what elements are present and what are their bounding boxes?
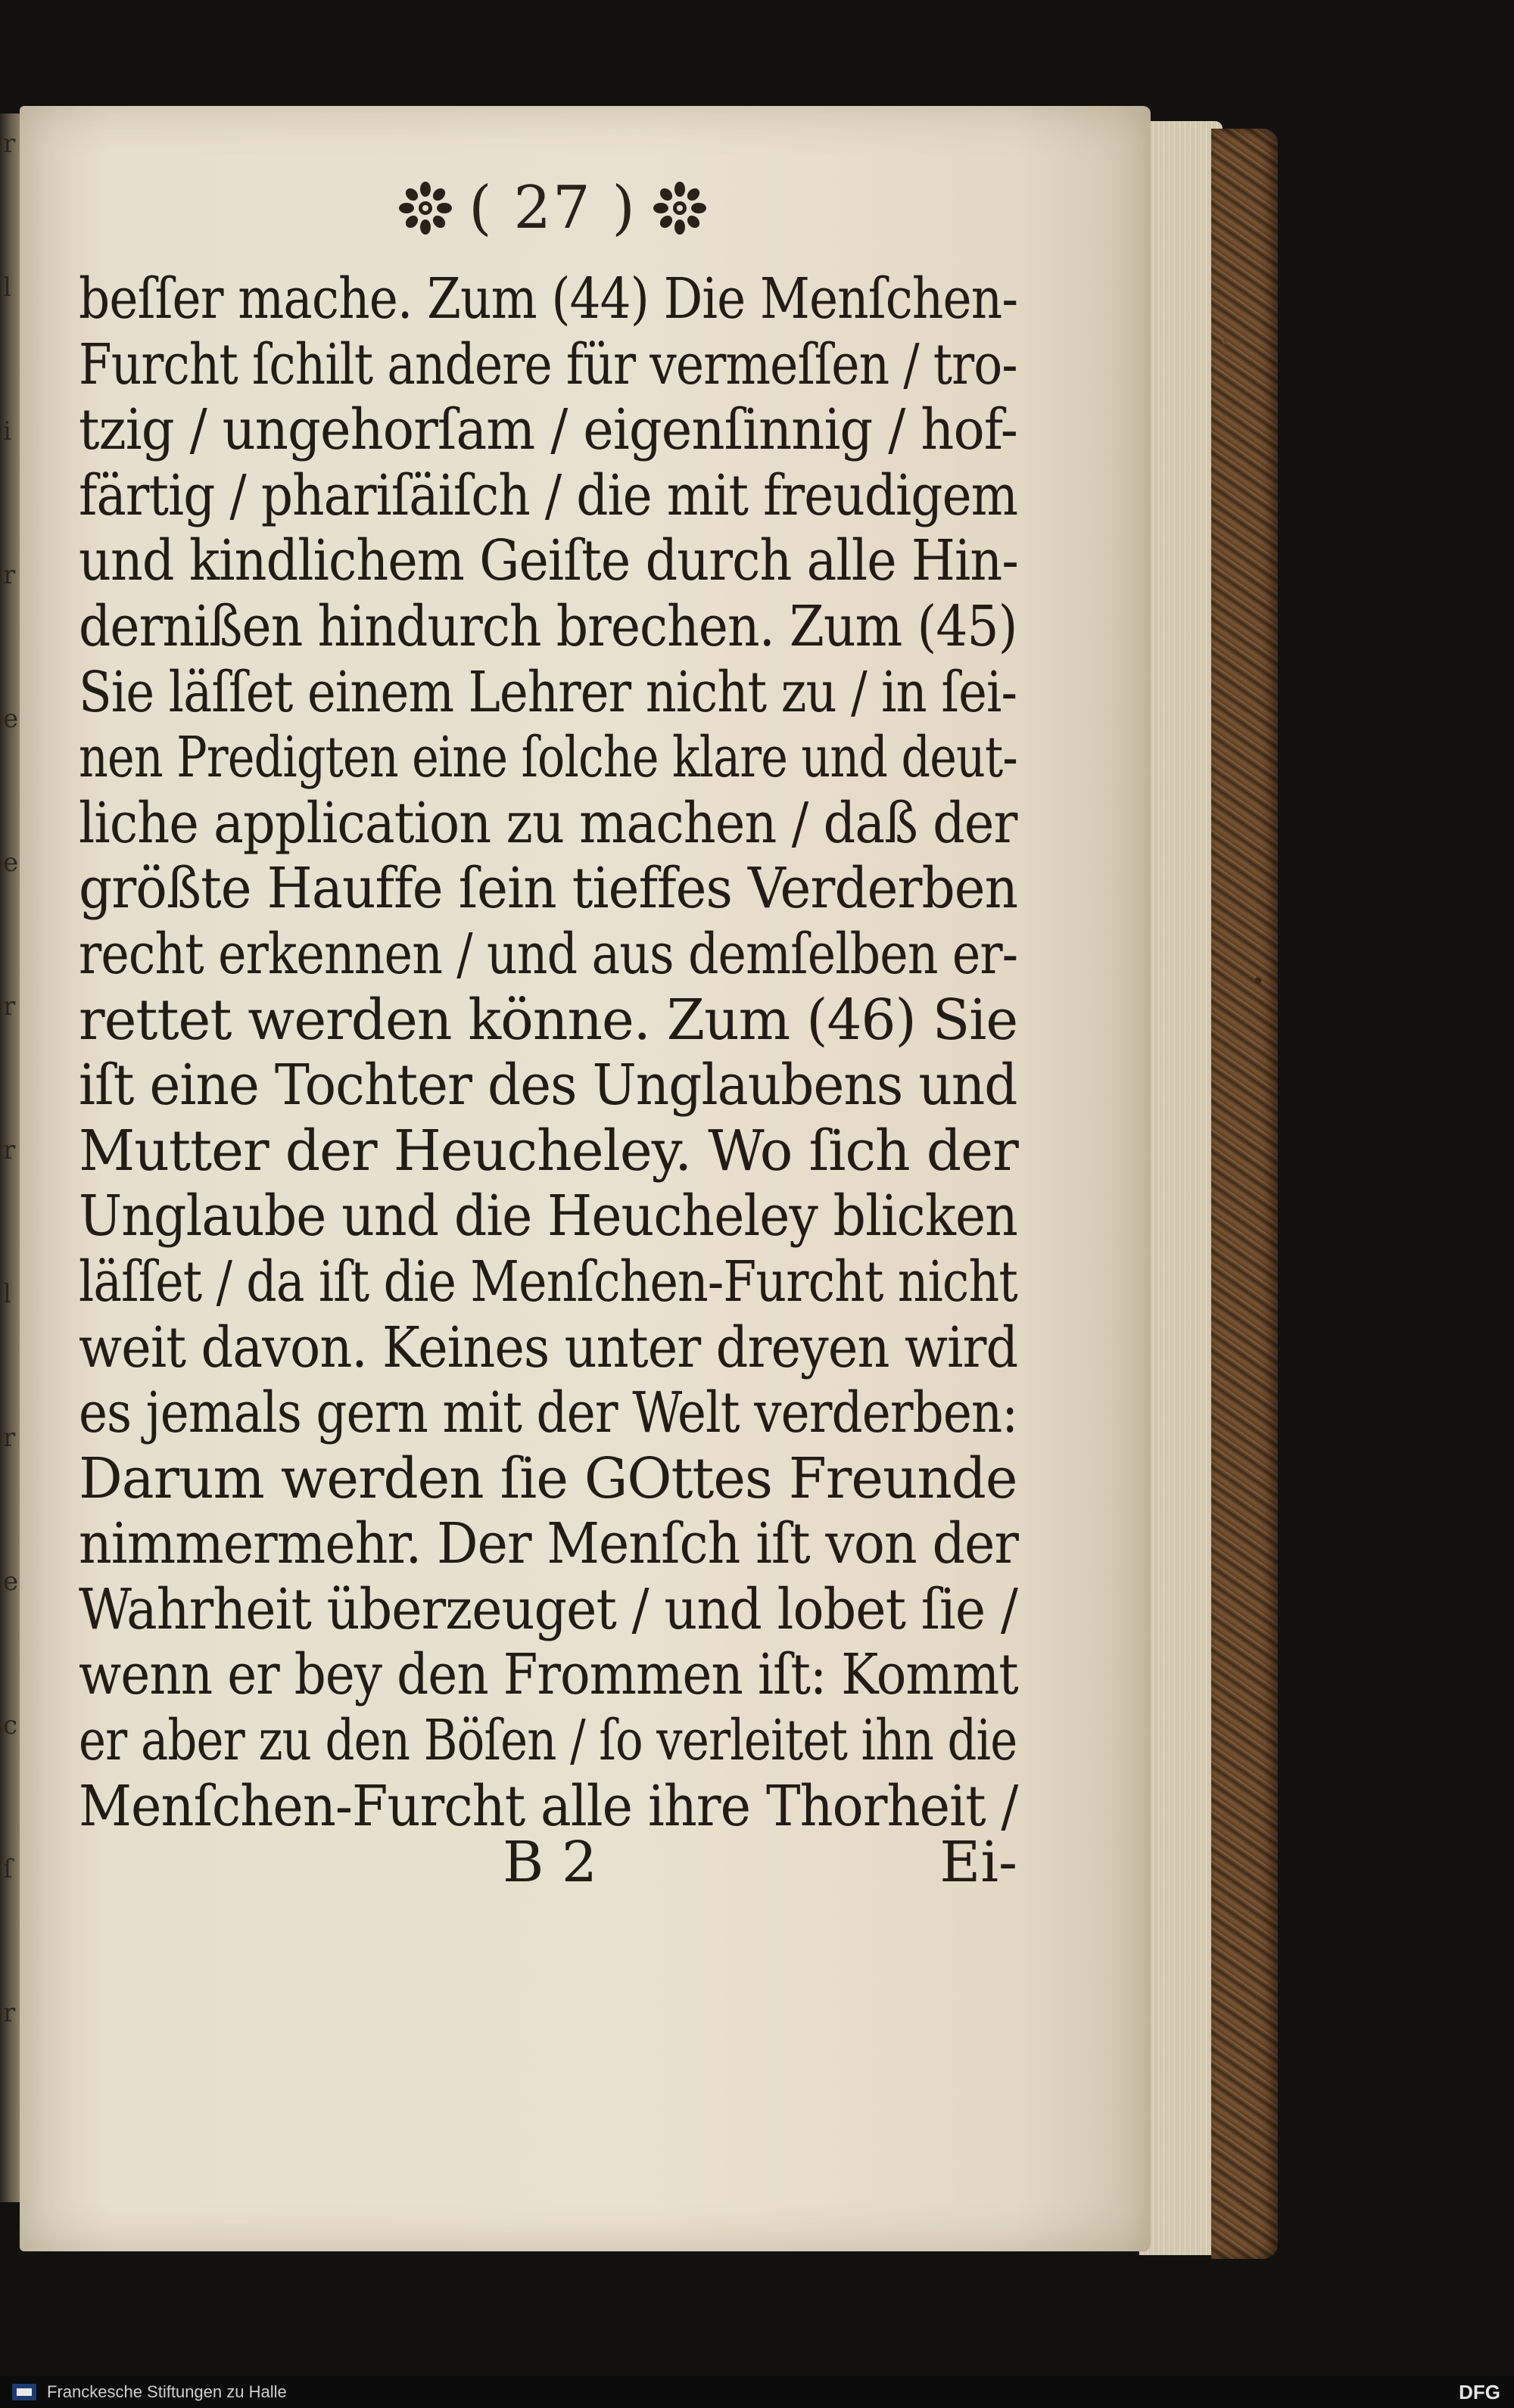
text-line: Furcht ſchilt andere für vermeſſen / tro- — [79, 331, 1017, 397]
text-line: iſt eine Tochter des Unglaubens und — [79, 1053, 1017, 1118]
funder-logo-text: DFG — [1459, 2381, 1500, 2403]
text-line: und kindlichem Geiſte durch alle Hin- — [79, 528, 1018, 594]
text-line: rettet werden könne. Zum (46) Sie — [79, 987, 1018, 1053]
text-line: größte Hauffe ſein tieffes Verderben — [79, 856, 1018, 922]
text-line: recht erkennen / und aus demſelben er- — [79, 921, 1018, 987]
margin-letter: e — [3, 704, 19, 734]
text-line: Unglaube und die Heucheley blicken — [79, 1184, 1017, 1249]
text-line: dernißen hindurch brechen. Zum (45) — [79, 593, 1017, 659]
catchword: Ei- — [939, 1830, 1017, 1895]
text-line: tzig / ungehorſam / eigenſinnig / hof- — [79, 397, 1018, 463]
viewer-footer-bar — [0, 2376, 1514, 2408]
margin-letter: i — [3, 416, 11, 446]
page-footer — [79, 1830, 1017, 1898]
margin-letter: r — [3, 1135, 16, 1165]
page-block-edges — [1139, 121, 1223, 2255]
text-line: Menſchen-Furcht alle ihre Thorheit / — [79, 1773, 1018, 1839]
text-line: er aber zu den Böſen / ſo verleitet ihn die — [79, 1708, 1017, 1774]
text-line: Sie läſſet einem Lehrer nicht zu / in ſei- — [79, 659, 1017, 725]
margin-letter: c — [3, 1710, 18, 1741]
margin-letter: e — [3, 1566, 19, 1597]
text-line: Darum werden ſie GOttes Freunde — [79, 1445, 1017, 1511]
text-line: weit davon. Keines unter dreyen wird — [79, 1314, 1018, 1380]
previous-page-margin-text — [2, 129, 20, 2172]
text-line: Mutter der Heucheley. Wo ſich der — [79, 1118, 1018, 1184]
margin-letter: r — [3, 1423, 16, 1453]
text-line: beſſer mache. Zum (44) Die Menſchen- — [79, 266, 1018, 331]
text-line: Wahrheit überzeuget / und lobet ſie / — [79, 1576, 1018, 1642]
text-line: wenn er bey den Frommen iſt: Kommt — [79, 1642, 1018, 1708]
book-cover — [1211, 129, 1278, 2259]
margin-letter: l — [3, 272, 11, 303]
page-number: ( 27 ) — [469, 174, 637, 242]
page-header — [371, 166, 734, 250]
signature-mark: B 2 — [503, 1830, 597, 1895]
margin-letter: l — [3, 1279, 11, 1309]
text-line: liche application zu machen / daß der — [79, 790, 1017, 856]
text-line: färtig / phariſäiſch / die mit freudigem — [79, 462, 1018, 528]
institution-name: Franckesche Stiftungen zu Halle — [47, 2382, 287, 2401]
margin-letter: r — [3, 1998, 16, 2028]
rosette-ornament-icon — [399, 182, 452, 235]
text-line: nen Predigten eine ſolche klare und deut- — [79, 725, 1017, 791]
margin-letter: e — [3, 848, 19, 878]
text-line: es jemals gern mit der Welt verderben: — [79, 1380, 1018, 1446]
text-line: läſſet / da iſt die Menſchen-Furcht nicht — [79, 1249, 1017, 1314]
margin-letter: r — [3, 560, 16, 590]
margin-letter: r — [3, 991, 16, 1022]
margin-letter: r — [3, 129, 16, 159]
rosette-ornament-icon — [653, 182, 706, 235]
text-line: nimmermehr. Der Menſch iſt von der — [79, 1511, 1019, 1577]
institution-logo-icon — [11, 2382, 38, 2402]
margin-letter: ſ — [3, 1854, 13, 1884]
page-body-text — [79, 266, 1017, 1839]
